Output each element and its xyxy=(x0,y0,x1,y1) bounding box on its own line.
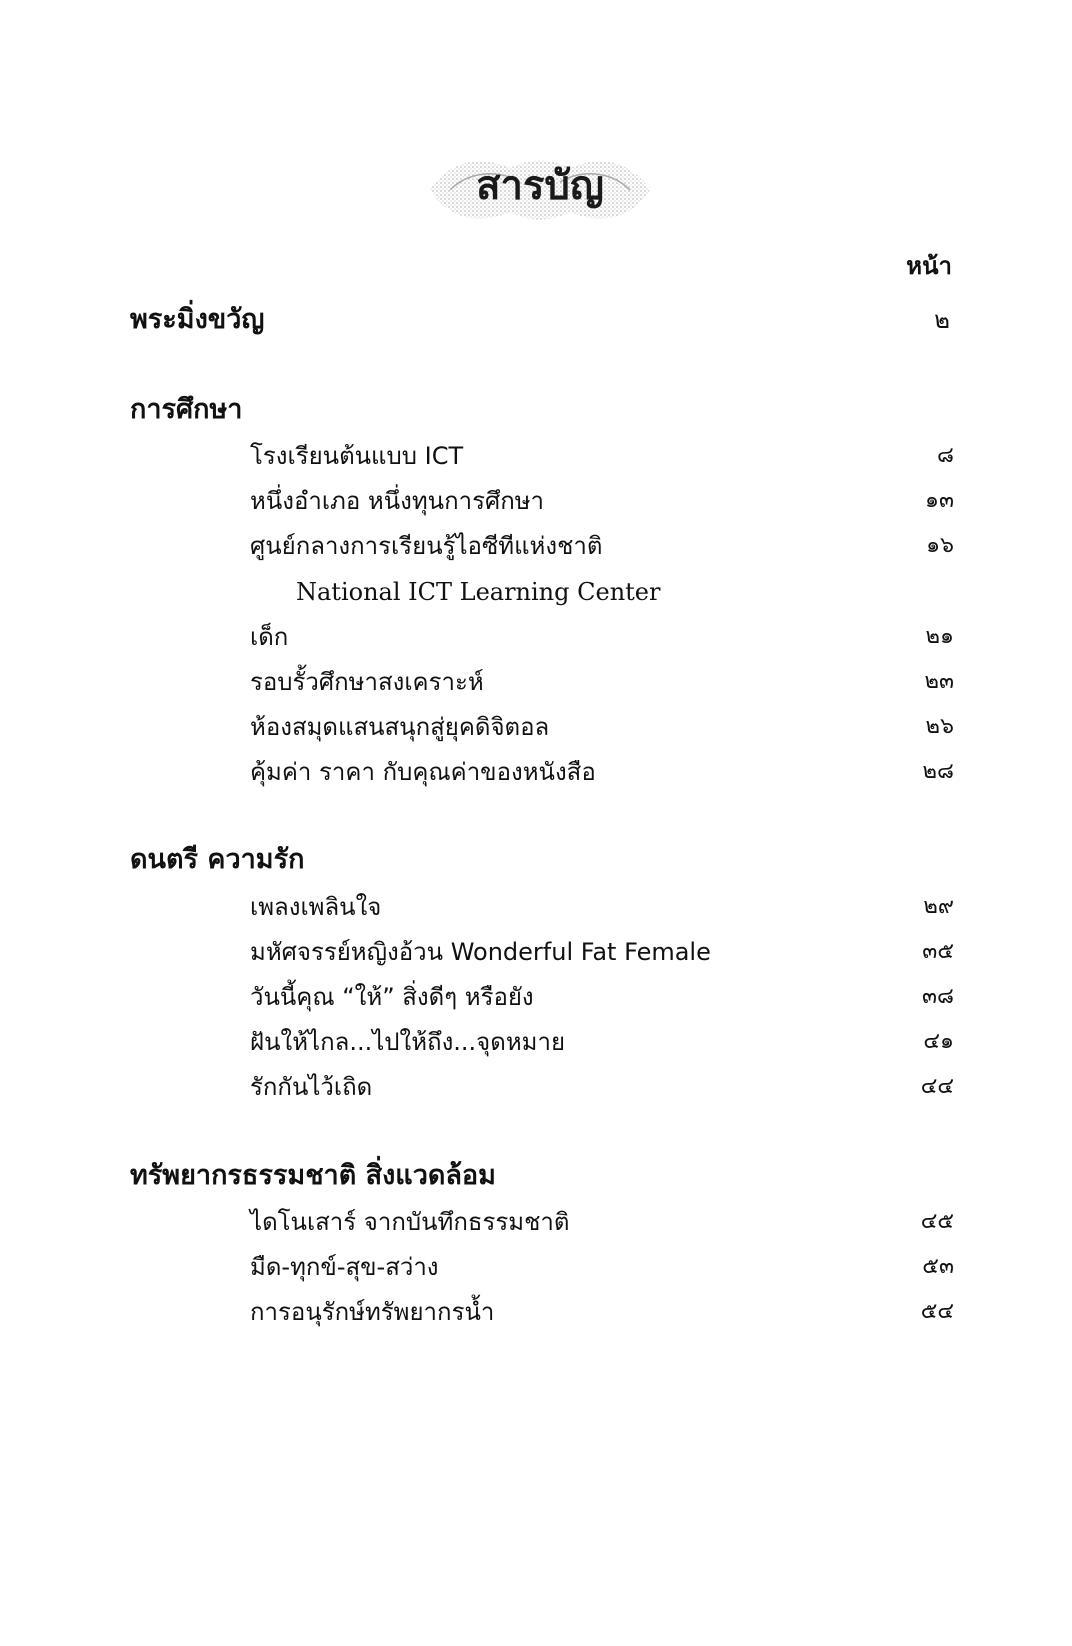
entry-title: ห้องสมุดแสนสนุกสู่ยุคดิจิตอล xyxy=(250,713,550,741)
entry-title: National ICT Learning Center xyxy=(296,578,661,606)
entry-title: หนึ่งอำเภอ หนึ่งทุนการศึกษา xyxy=(250,487,545,515)
entry-page-number: ๒๓ xyxy=(924,669,954,694)
entry-page-number: ๕๔ xyxy=(920,1299,954,1324)
toc-entry xyxy=(0,977,1072,1023)
entry-page-number: ๒๘ xyxy=(922,759,954,784)
entry-title: รักกันไว้เถิด xyxy=(250,1073,373,1101)
entry-title: รอบรั้วศึกษาสงเคราะห์ xyxy=(250,668,484,696)
section-heading: พระมิ่งขวัญ xyxy=(130,304,265,335)
entry-page-number: ๓๕ xyxy=(922,939,954,964)
entry-title: ฝันให้ไกล...ไปให้ถึง...จุดหมาย xyxy=(250,1028,566,1056)
section-heading: การศึกษา xyxy=(130,394,243,425)
entry-page-number: ๔๕ xyxy=(920,1209,954,1234)
entry-page-number: ๔๑ xyxy=(923,1029,954,1054)
toc-entry xyxy=(0,662,1072,708)
toc-entry xyxy=(0,1022,1072,1068)
toc-entry xyxy=(0,1202,1072,1248)
entry-title: คุ้มค่า ราคา กับคุณค่าของหนังสือ xyxy=(250,758,596,786)
toc-entry xyxy=(0,1067,1072,1113)
section-page-number: ๒ xyxy=(934,306,950,334)
entry-page-number: ๒๑ xyxy=(925,624,954,649)
entry-title: การอนุรักษ์ทรัพยากรน้ำ xyxy=(250,1298,495,1326)
entry-page-number: ๒๖ xyxy=(925,714,954,739)
toc-entry xyxy=(0,481,1072,527)
toc-entry xyxy=(0,887,1072,933)
toc-entry xyxy=(0,1247,1072,1293)
page-title: สารบัญ xyxy=(476,163,604,209)
entry-page-number: ๑๖ xyxy=(926,533,954,558)
entry-page-number: ๓๘ xyxy=(921,984,954,1009)
entry-title: ไดโนเสาร์ จากบันทึกธรรมชาติ xyxy=(250,1208,570,1236)
entry-page-number: ๘ xyxy=(937,443,954,468)
toc-entry xyxy=(0,1292,1072,1338)
toc-entry xyxy=(0,436,1072,482)
section-heading: ดนตรี ความรัก xyxy=(130,844,305,875)
toc-entry xyxy=(0,752,1072,798)
entry-title: เพลงเพลินใจ xyxy=(250,893,382,921)
entry-page-number: ๑๓ xyxy=(924,488,954,513)
entry-title: วันนี้คุณ “ให้” สิ่งดีๆ หรือยัง xyxy=(250,983,534,1011)
entry-title: โรงเรียนต้นแบบ ICT xyxy=(250,442,464,470)
toc-entry-continuation xyxy=(0,572,1072,618)
section-heading: ทรัพยากรธรรมชาติ สิ่งแวดล้อม xyxy=(130,1160,496,1191)
entry-page-number: ๔๔ xyxy=(920,1074,954,1099)
toc-entry xyxy=(0,932,1072,978)
toc-entry xyxy=(0,617,1072,663)
entry-title: เด็ก xyxy=(250,623,289,651)
entry-title: ศูนย์กลางการเรียนรู้ไอซีทีแห่งชาติ xyxy=(250,532,603,560)
title-block xyxy=(420,150,660,230)
page-column-header: หน้า xyxy=(906,252,952,280)
entry-title: มืด-ทุกข์-สุข-สว่าง xyxy=(250,1253,439,1281)
toc-entry xyxy=(0,526,1072,572)
entry-page-number: ๒๙ xyxy=(923,894,954,919)
toc-entry xyxy=(0,707,1072,753)
entry-page-number: ๕๓ xyxy=(922,1254,954,1279)
entry-title: มหัศจรรย์หญิงอ้วน Wonderful Fat Female xyxy=(250,938,711,966)
